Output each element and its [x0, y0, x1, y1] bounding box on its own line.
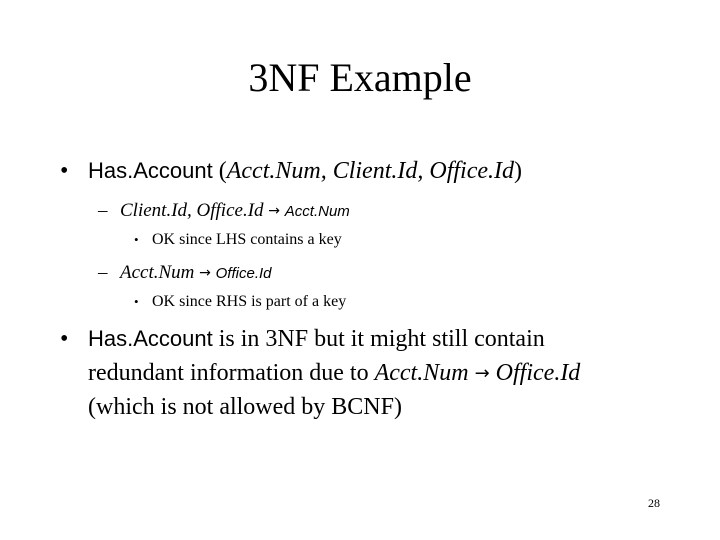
- fd-1-note: OK since LHS contains a key: [152, 231, 342, 248]
- slide-title: 3NF Example: [248, 55, 472, 100]
- dash-marker: –: [98, 200, 108, 221]
- right-arrow-icon: →: [268, 203, 281, 219]
- fd-2-rhs: Office.Id: [215, 265, 272, 282]
- bullet-2-line-1-rest: is in 3NF but it might still contain: [212, 326, 545, 352]
- relation-name: Has.Account: [88, 158, 213, 183]
- right-arrow-icon: →: [199, 265, 211, 281]
- fd-1-rhs: Acct.Num: [284, 203, 350, 220]
- bullet-2-line-1: [88, 324, 545, 354]
- bullet-marker: •: [60, 158, 69, 184]
- page-number: 28: [648, 496, 660, 510]
- bullet-2-line-2: [88, 358, 580, 390]
- close-paren: ): [514, 158, 522, 184]
- relation-name: Has.Account: [88, 326, 213, 351]
- bullet-1-text: [88, 156, 522, 186]
- right-arrow-icon: →: [474, 363, 490, 384]
- fd-1-lhs: Client.Id, Office.Id: [120, 200, 264, 221]
- relation-attributes: Acct.Num, Client.Id, Office.Id: [226, 158, 514, 184]
- bullet-2-line-3: (which is not allowed by BCNF): [88, 394, 402, 420]
- bullet-2-fd-lhs: Acct.Num: [374, 360, 469, 386]
- dash-marker: –: [98, 262, 108, 283]
- fd-1-text: [120, 198, 350, 225]
- fd-2-note: OK since RHS is part of a key: [152, 293, 347, 310]
- fd-2-text: [120, 260, 272, 287]
- fd-2-lhs: Acct.Num: [120, 262, 195, 283]
- bullet-marker: •: [134, 294, 139, 309]
- bullet-2-fd-rhs: Office.Id: [495, 360, 581, 386]
- bullet-marker: •: [60, 326, 69, 352]
- open-paren: (: [212, 158, 227, 184]
- bullet-2-line-2-prefix: redundant information due to: [88, 360, 375, 386]
- bullet-marker: •: [134, 232, 139, 247]
